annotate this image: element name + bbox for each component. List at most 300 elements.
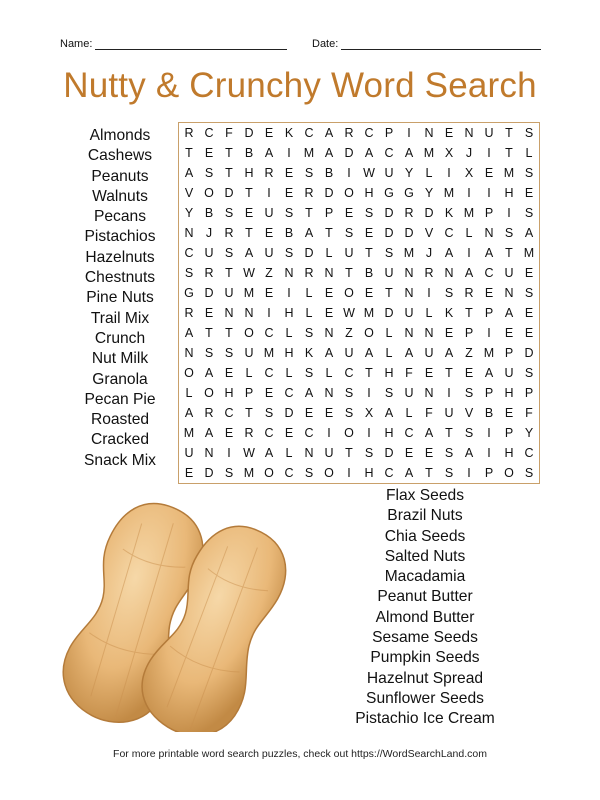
grid-letter[interactable]: E	[264, 226, 274, 240]
grid-letter[interactable]: S	[304, 366, 314, 380]
grid-letter[interactable]: D	[344, 146, 354, 160]
grid-letter[interactable]: A	[464, 266, 474, 280]
grid-letter[interactable]: A	[504, 306, 514, 320]
grid-letter[interactable]: A	[484, 246, 494, 260]
grid-letter[interactable]: T	[225, 146, 233, 160]
grid-letter[interactable]: S	[224, 466, 234, 480]
grid-letter[interactable]: I	[267, 186, 271, 200]
grid-letter[interactable]: A	[204, 366, 214, 380]
grid-letter[interactable]: R	[464, 286, 474, 300]
grid-letter[interactable]: T	[205, 326, 213, 340]
grid-letter[interactable]: E	[324, 406, 334, 420]
grid-letter[interactable]: P	[504, 346, 514, 360]
grid-letter[interactable]: B	[284, 226, 294, 240]
grid-letter[interactable]: P	[504, 426, 514, 440]
grid-letter[interactable]: C	[284, 386, 294, 400]
grid-letter[interactable]: E	[304, 406, 314, 420]
grid-letter[interactable]: L	[285, 326, 293, 340]
grid-letter[interactable]: I	[427, 286, 431, 300]
grid-letter[interactable]: S	[524, 126, 534, 140]
grid-letter[interactable]: C	[524, 446, 534, 460]
grid-letter[interactable]: B	[324, 166, 334, 180]
grid-letter[interactable]: D	[284, 406, 294, 420]
grid-letter[interactable]: H	[284, 346, 294, 360]
grid-letter[interactable]: A	[444, 346, 454, 360]
grid-letter[interactable]: A	[464, 446, 474, 460]
grid-letter[interactable]: N	[424, 126, 434, 140]
grid-letter[interactable]: E	[284, 186, 294, 200]
grid-letter[interactable]: D	[304, 246, 314, 260]
grid-letter[interactable]: E	[204, 306, 214, 320]
grid-letter[interactable]: M	[263, 346, 275, 360]
grid-letter[interactable]: E	[204, 146, 214, 160]
grid-letter[interactable]: U	[484, 126, 494, 140]
grid-letter[interactable]: S	[184, 266, 194, 280]
grid-letter[interactable]: U	[264, 246, 274, 260]
grid-letter[interactable]: F	[225, 126, 233, 140]
grid-letter[interactable]: S	[384, 246, 394, 260]
grid-letter[interactable]: A	[184, 406, 194, 420]
grid-letter[interactable]: U	[244, 346, 254, 360]
grid-letter[interactable]: A	[404, 146, 414, 160]
grid-letter[interactable]: P	[524, 386, 534, 400]
grid-letter[interactable]: P	[484, 466, 494, 480]
grid-letter[interactable]: I	[287, 146, 291, 160]
grid-letter[interactable]: E	[424, 446, 434, 460]
grid-letter[interactable]: S	[524, 366, 534, 380]
grid-letter[interactable]: T	[225, 166, 233, 180]
grid-letter[interactable]: I	[487, 326, 491, 340]
grid-letter[interactable]: T	[245, 226, 253, 240]
grid-letter[interactable]: E	[504, 406, 514, 420]
grid-letter[interactable]: E	[444, 326, 454, 340]
grid-letter[interactable]: F	[425, 406, 433, 420]
grid-letter[interactable]: P	[484, 306, 494, 320]
grid-letter[interactable]: J	[465, 146, 473, 160]
grid-letter[interactable]: Y	[184, 206, 194, 220]
grid-letter[interactable]: V	[424, 226, 434, 240]
grid-letter[interactable]: C	[384, 146, 394, 160]
grid-letter[interactable]: R	[224, 226, 234, 240]
grid-letter[interactable]: I	[447, 166, 451, 180]
grid-letter[interactable]: H	[504, 186, 514, 200]
grid-letter[interactable]: K	[444, 306, 454, 320]
grid-letter[interactable]: T	[385, 286, 393, 300]
grid-letter[interactable]: C	[264, 326, 274, 340]
grid-letter[interactable]: H	[384, 366, 394, 380]
grid-letter[interactable]: M	[443, 186, 455, 200]
grid-letter[interactable]: S	[384, 386, 394, 400]
grid-letter[interactable]: L	[525, 146, 533, 160]
grid-letter[interactable]: H	[244, 166, 254, 180]
grid-letter[interactable]: C	[184, 246, 194, 260]
grid-letter[interactable]: N	[404, 266, 414, 280]
grid-letter[interactable]: R	[184, 126, 194, 140]
grid-letter[interactable]: U	[224, 286, 234, 300]
grid-letter[interactable]: L	[425, 306, 433, 320]
grid-letter[interactable]: A	[264, 146, 274, 160]
grid-letter[interactable]: L	[325, 246, 333, 260]
grid-letter[interactable]: M	[463, 206, 475, 220]
grid-letter[interactable]: D	[324, 186, 334, 200]
grid-letter[interactable]: K	[284, 126, 294, 140]
grid-letter[interactable]: I	[327, 426, 331, 440]
grid-letter[interactable]: F	[405, 366, 413, 380]
grid-letter[interactable]: U	[324, 446, 334, 460]
grid-letter[interactable]: F	[525, 406, 533, 420]
grid-letter[interactable]: B	[244, 146, 254, 160]
grid-letter[interactable]: U	[264, 206, 274, 220]
grid-letter[interactable]: C	[404, 426, 414, 440]
grid-letter[interactable]: S	[464, 426, 474, 440]
grid-letter[interactable]: O	[504, 466, 514, 480]
grid-letter[interactable]: R	[304, 186, 314, 200]
grid-letter[interactable]: I	[267, 306, 271, 320]
date-blank-line[interactable]	[341, 49, 541, 50]
grid-letter[interactable]: R	[244, 426, 254, 440]
date-field[interactable]	[312, 38, 541, 50]
grid-letter[interactable]: N	[424, 326, 434, 340]
grid-letter[interactable]: I	[487, 146, 491, 160]
grid-letter[interactable]: N	[184, 226, 194, 240]
grid-letter[interactable]: O	[344, 286, 354, 300]
grid-letter[interactable]: S	[284, 246, 294, 260]
grid-letter[interactable]: M	[363, 306, 375, 320]
grid-letter[interactable]: N	[184, 346, 194, 360]
grid-letter[interactable]: G	[404, 186, 414, 200]
grid-letter[interactable]: W	[243, 266, 255, 280]
grid-letter[interactable]: C	[304, 426, 314, 440]
grid-letter[interactable]: H	[364, 186, 374, 200]
grid-letter[interactable]: M	[303, 146, 315, 160]
grid-letter[interactable]: E	[284, 166, 294, 180]
grid-letter[interactable]: E	[244, 206, 254, 220]
grid-letter[interactable]: L	[185, 386, 193, 400]
grid-letter[interactable]: N	[424, 386, 434, 400]
grid-letter[interactable]: A	[184, 326, 194, 340]
grid-letter[interactable]: E	[424, 366, 434, 380]
grid-letter[interactable]: U	[444, 406, 454, 420]
grid-letter[interactable]: A	[324, 346, 334, 360]
grid-letter[interactable]: A	[484, 366, 494, 380]
grid-letter[interactable]: I	[467, 246, 471, 260]
grid-letter[interactable]: A	[304, 226, 314, 240]
grid-letter[interactable]: N	[444, 266, 454, 280]
grid-letter[interactable]: A	[384, 406, 394, 420]
grid-letter[interactable]: T	[365, 246, 373, 260]
grid-letter[interactable]: E	[524, 306, 534, 320]
grid-letter[interactable]: T	[505, 146, 513, 160]
grid-letter[interactable]: U	[184, 446, 194, 460]
grid-letter[interactable]: C	[304, 126, 314, 140]
grid-letter[interactable]: D	[244, 126, 254, 140]
grid-letter[interactable]: S	[504, 226, 514, 240]
grid-letter[interactable]: M	[403, 246, 415, 260]
grid-letter[interactable]: L	[385, 346, 393, 360]
grid-letter[interactable]: P	[484, 386, 494, 400]
grid-letter[interactable]: Z	[265, 266, 273, 280]
grid-letter[interactable]: A	[184, 166, 194, 180]
grid-letter[interactable]: L	[325, 366, 333, 380]
grid-letter[interactable]: O	[364, 326, 374, 340]
grid-letter[interactable]: E	[524, 186, 534, 200]
grid-letter[interactable]: T	[445, 426, 453, 440]
grid-letter[interactable]: J	[425, 246, 433, 260]
grid-letter[interactable]: V	[184, 186, 194, 200]
grid-letter[interactable]: E	[224, 366, 234, 380]
grid-letter[interactable]: D	[204, 466, 214, 480]
grid-letter[interactable]: C	[444, 226, 454, 240]
grid-letter[interactable]: N	[284, 266, 294, 280]
grid-letter[interactable]: C	[224, 406, 234, 420]
grid-letter[interactable]: E	[484, 286, 494, 300]
grid-letter[interactable]: U	[204, 246, 214, 260]
grid-letter[interactable]: I	[227, 446, 231, 460]
grid-letter[interactable]: P	[484, 206, 494, 220]
grid-letter[interactable]: M	[423, 146, 435, 160]
grid-letter[interactable]: E	[344, 206, 354, 220]
grid-letter[interactable]: H	[224, 386, 234, 400]
grid-letter[interactable]: A	[524, 226, 534, 240]
grid-letter[interactable]: O	[264, 466, 274, 480]
grid-letter[interactable]: C	[264, 366, 274, 380]
grid-letter[interactable]: D	[224, 186, 234, 200]
grid-letter[interactable]: Y	[524, 426, 534, 440]
grid-letter[interactable]: S	[464, 386, 474, 400]
grid-letter[interactable]: N	[504, 286, 514, 300]
grid-letter[interactable]: S	[304, 466, 314, 480]
grid-letter[interactable]: S	[204, 166, 214, 180]
grid-letter[interactable]: S	[524, 286, 534, 300]
grid-letter[interactable]: X	[464, 166, 474, 180]
grid-letter[interactable]: N	[304, 446, 314, 460]
grid-letter[interactable]: R	[264, 166, 274, 180]
grid-letter[interactable]: I	[447, 386, 451, 400]
grid-letter[interactable]: R	[184, 306, 194, 320]
grid-letter[interactable]: S	[344, 226, 354, 240]
grid-letter[interactable]: D	[524, 346, 534, 360]
grid-letter[interactable]: N	[244, 306, 254, 320]
grid-letter[interactable]: E	[524, 326, 534, 340]
grid-letter[interactable]: I	[347, 166, 351, 180]
grid-letter[interactable]: S	[224, 346, 234, 360]
grid-letter[interactable]: P	[464, 326, 474, 340]
grid-letter[interactable]: S	[344, 406, 354, 420]
grid-letter[interactable]: E	[324, 286, 334, 300]
grid-letter[interactable]: M	[183, 426, 195, 440]
grid-letter[interactable]: U	[504, 366, 514, 380]
grid-letter[interactable]: T	[185, 146, 193, 160]
grid-letter[interactable]: U	[424, 346, 434, 360]
grid-letter[interactable]: N	[324, 326, 334, 340]
grid-letter[interactable]: S	[524, 166, 534, 180]
grid-letter[interactable]: O	[324, 466, 334, 480]
grid-letter[interactable]: H	[284, 306, 294, 320]
grid-letter[interactable]: A	[244, 246, 254, 260]
grid-letter[interactable]: S	[524, 206, 534, 220]
grid-letter[interactable]: S	[524, 466, 534, 480]
grid-letter[interactable]: E	[264, 286, 274, 300]
grid-letter[interactable]: U	[344, 346, 354, 360]
grid-letter[interactable]: S	[304, 166, 314, 180]
grid-letter[interactable]: T	[345, 446, 353, 460]
grid-letter[interactable]: X	[364, 406, 374, 420]
name-field[interactable]	[60, 38, 287, 50]
grid-letter[interactable]: I	[367, 386, 371, 400]
grid-letter[interactable]: E	[224, 426, 234, 440]
grid-letter[interactable]: D	[384, 206, 394, 220]
grid-letter[interactable]: R	[304, 266, 314, 280]
grid-letter[interactable]: U	[344, 246, 354, 260]
grid-letter[interactable]: U	[404, 386, 414, 400]
grid-letter[interactable]: T	[505, 246, 513, 260]
grid-letter[interactable]: R	[344, 126, 354, 140]
grid-letter[interactable]: R	[404, 206, 414, 220]
grid-letter[interactable]: T	[225, 266, 233, 280]
grid-letter[interactable]: T	[365, 366, 373, 380]
grid-letter[interactable]: A	[424, 426, 434, 440]
grid-letter[interactable]: A	[364, 146, 374, 160]
grid-letter[interactable]: L	[285, 446, 293, 460]
grid-letter[interactable]: A	[204, 426, 214, 440]
grid-letter[interactable]: P	[244, 386, 254, 400]
grid-letter[interactable]: E	[264, 126, 274, 140]
grid-letter[interactable]: L	[285, 366, 293, 380]
grid-letter[interactable]: G	[384, 186, 394, 200]
grid-letter[interactable]: M	[483, 346, 495, 360]
grid-letter[interactable]: X	[444, 146, 454, 160]
grid-letter[interactable]: B	[364, 266, 374, 280]
grid-letter[interactable]: P	[384, 126, 394, 140]
grid-letter[interactable]: S	[344, 386, 354, 400]
grid-letter[interactable]: L	[245, 366, 253, 380]
grid-letter[interactable]: E	[404, 446, 414, 460]
grid-letter[interactable]: S	[224, 246, 234, 260]
grid-letter[interactable]: S	[224, 206, 234, 220]
grid-letter[interactable]: S	[284, 206, 294, 220]
grid-letter[interactable]: A	[364, 346, 374, 360]
grid-letter[interactable]: N	[324, 266, 334, 280]
grid-letter[interactable]: E	[504, 326, 514, 340]
grid-letter[interactable]: O	[204, 186, 214, 200]
grid-letter[interactable]: C	[264, 426, 274, 440]
grid-letter[interactable]: C	[384, 466, 394, 480]
grid-letter[interactable]: D	[424, 206, 434, 220]
grid-letter[interactable]: S	[204, 346, 214, 360]
grid-letter[interactable]: R	[204, 266, 214, 280]
grid-letter[interactable]: V	[464, 406, 474, 420]
grid-letter[interactable]: I	[487, 186, 491, 200]
grid-letter[interactable]: T	[305, 206, 313, 220]
grid-letter[interactable]: I	[487, 426, 491, 440]
grid-letter[interactable]: E	[264, 386, 274, 400]
grid-letter[interactable]: D	[384, 306, 394, 320]
grid-letter[interactable]: B	[484, 406, 494, 420]
grid-letter[interactable]: Y	[404, 166, 414, 180]
grid-letter[interactable]: A	[304, 386, 314, 400]
grid-letter[interactable]: L	[425, 166, 433, 180]
grid-letter[interactable]: E	[464, 366, 474, 380]
grid-letter[interactable]: Y	[424, 186, 434, 200]
grid-letter[interactable]: S	[364, 206, 374, 220]
grid-letter[interactable]: T	[445, 366, 453, 380]
grid-letter[interactable]: S	[444, 286, 454, 300]
grid-letter[interactable]: W	[343, 306, 355, 320]
grid-letter[interactable]: M	[243, 286, 255, 300]
grid-letter[interactable]: D	[204, 286, 214, 300]
grid-letter[interactable]: W	[243, 446, 255, 460]
grid-letter[interactable]: C	[204, 126, 214, 140]
grid-letter[interactable]: O	[344, 426, 354, 440]
grid-letter[interactable]: A	[324, 146, 334, 160]
grid-letter[interactable]: E	[284, 426, 294, 440]
grid-letter[interactable]: I	[467, 186, 471, 200]
grid-letter[interactable]: S	[444, 466, 454, 480]
grid-letter[interactable]: J	[205, 226, 213, 240]
grid-letter[interactable]: N	[464, 126, 474, 140]
grid-letter[interactable]: C	[284, 466, 294, 480]
grid-letter[interactable]: O	[344, 186, 354, 200]
grid-letter[interactable]: A	[404, 466, 414, 480]
grid-letter[interactable]: N	[484, 226, 494, 240]
grid-letter[interactable]: T	[245, 186, 253, 200]
grid-letter[interactable]: E	[184, 466, 194, 480]
grid-letter[interactable]: H	[364, 466, 374, 480]
grid-letter[interactable]: L	[465, 226, 473, 240]
grid-letter[interactable]: T	[425, 466, 433, 480]
grid-letter[interactable]: L	[305, 306, 313, 320]
grid-letter[interactable]: I	[347, 466, 351, 480]
grid-letter[interactable]: E	[324, 306, 334, 320]
grid-letter[interactable]: G	[184, 286, 194, 300]
grid-letter[interactable]: T	[225, 326, 233, 340]
grid-letter[interactable]: E	[364, 226, 374, 240]
grid-letter[interactable]: A	[444, 246, 454, 260]
grid-letter[interactable]: U	[504, 266, 514, 280]
grid-letter[interactable]: M	[243, 466, 255, 480]
grid-letter[interactable]: E	[364, 286, 374, 300]
grid-letter[interactable]: U	[404, 306, 414, 320]
grid-letter[interactable]: N	[204, 446, 214, 460]
grid-letter[interactable]: T	[325, 226, 333, 240]
grid-letter[interactable]: S	[304, 326, 314, 340]
grid-letter[interactable]: C	[344, 366, 354, 380]
grid-letter[interactable]: M	[523, 246, 535, 260]
grid-letter[interactable]: A	[404, 346, 414, 360]
grid-letter[interactable]: E	[484, 166, 494, 180]
grid-letter[interactable]: O	[244, 326, 254, 340]
grid-letter[interactable]: D	[384, 226, 394, 240]
grid-letter[interactable]: D	[404, 226, 414, 240]
grid-letter[interactable]: R	[424, 266, 434, 280]
grid-letter[interactable]: R	[204, 406, 214, 420]
grid-letter[interactable]: H	[504, 386, 514, 400]
grid-letter[interactable]: T	[465, 306, 473, 320]
grid-letter[interactable]: S	[264, 406, 274, 420]
grid-letter[interactable]: I	[507, 206, 511, 220]
grid-letter[interactable]: I	[367, 426, 371, 440]
grid-letter[interactable]: U	[384, 166, 394, 180]
grid-letter[interactable]: B	[204, 206, 214, 220]
grid-letter[interactable]: A	[324, 126, 334, 140]
grid-letter[interactable]: H	[384, 426, 394, 440]
grid-letter[interactable]: W	[363, 166, 375, 180]
grid-letter[interactable]: N	[324, 386, 334, 400]
grid-letter[interactable]: S	[444, 446, 454, 460]
grid-letter[interactable]: N	[224, 306, 234, 320]
grid-letter[interactable]: L	[305, 286, 313, 300]
grid-letter[interactable]: Z	[345, 326, 353, 340]
